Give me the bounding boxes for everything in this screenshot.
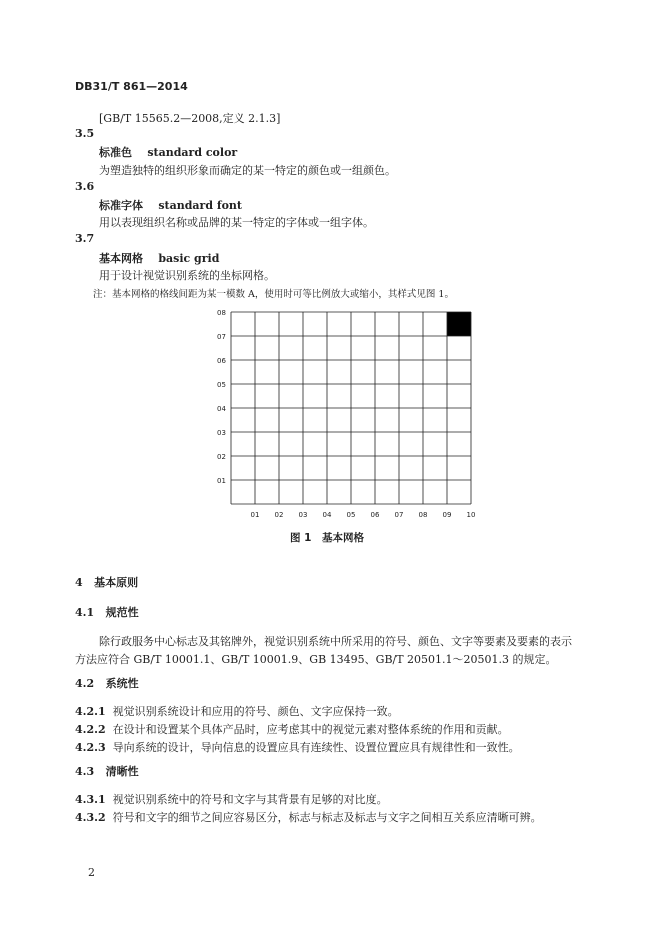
x-tick-label: 06 xyxy=(370,511,380,519)
y-tick-label: 05 xyxy=(217,381,226,389)
y-tick-label: 04 xyxy=(217,405,226,413)
filled-cell xyxy=(447,312,471,336)
section-heading xyxy=(75,574,138,590)
term-number: 3.5 xyxy=(75,127,95,140)
x-tick-label: 08 xyxy=(418,511,428,519)
clause-number: 4.2.2 xyxy=(75,723,106,736)
clause xyxy=(75,703,399,719)
y-tick-label: 01 xyxy=(217,477,226,485)
subsection-number: 4.3 xyxy=(75,765,95,778)
subsection-number: 4.1 xyxy=(75,606,95,619)
x-tick-label: 02 xyxy=(274,511,284,519)
y-tick-label: 03 xyxy=(217,429,226,437)
paragraph-line: 方法应符合 GB/T 10001.1、GB/T 10001.9、GB 13495、GB/T 20501.1～20501.3 的规定。 xyxy=(75,653,557,666)
term-definition: 用于设计视觉识别系统的坐标网格。 xyxy=(99,269,275,282)
x-tick-label: 07 xyxy=(394,511,404,519)
clause-number: 4.2.1 xyxy=(75,705,106,718)
page-number: 2 xyxy=(88,866,95,879)
section-title: 基本原则 xyxy=(94,576,139,589)
clause xyxy=(75,809,542,825)
y-tick-label: 08 xyxy=(217,309,226,317)
x-tick-label: 09 xyxy=(442,511,452,519)
clause xyxy=(75,739,520,755)
clause-text: 在设计和设置某个具体产品时，应考虑其中的视觉元素对整体系统的作用和贡献。 xyxy=(112,723,509,736)
clause xyxy=(75,791,388,807)
clause-number: 4.3.1 xyxy=(75,793,106,806)
x-tick-label: 10 xyxy=(466,511,476,519)
y-tick-label: 06 xyxy=(217,357,226,365)
term-title xyxy=(99,250,219,266)
clause-text: 视觉识别系统设计和应用的符号、颜色、文字应保持一致。 xyxy=(112,705,399,718)
y-tick-label: 07 xyxy=(217,333,226,341)
clause-text: 视觉识别系统中的符号和文字与其背景有足够的对比度。 xyxy=(112,793,388,806)
clause-number: 4.3.2 xyxy=(75,811,106,824)
subsection-heading xyxy=(75,675,139,691)
term-number: 3.6 xyxy=(75,180,95,193)
subsection-heading xyxy=(75,604,139,620)
doc-id: DB31/T 861—2014 xyxy=(75,80,188,93)
subsection-number: 4.2 xyxy=(75,677,95,690)
x-tick-label: 05 xyxy=(346,511,356,519)
term-zh: 标准色 xyxy=(99,146,132,159)
y-tick-label: 02 xyxy=(217,453,226,461)
clause-text: 导向系统的设计，导向信息的设置应具有连续性、设置位置应具有规律性和一致性。 xyxy=(112,741,520,754)
term-zh: 标准字体 xyxy=(99,199,143,212)
clause-text: 符号和文字的细节之间应容易区分，标志与标志及标志与文字之间相互关系应清晰可辨。 xyxy=(112,811,542,824)
x-tick-label: 01 xyxy=(250,511,260,519)
term-number: 3.7 xyxy=(75,232,95,245)
x-tick-label: 03 xyxy=(298,511,308,519)
subsection-title: 系统性 xyxy=(105,677,139,690)
section-number: 4 xyxy=(75,576,83,589)
basic-grid-figure xyxy=(216,309,476,519)
reference: [GB/T 15565.2—2008,定义 2.1.3] xyxy=(99,112,281,125)
term-definition: 用以表现组织名称或品牌的某一特定的字体或一组字体。 xyxy=(99,216,374,229)
term-title xyxy=(99,144,237,160)
term-en: basic grid xyxy=(158,252,220,265)
term-definition: 为塑造独特的组织形象而确定的某一特定的颜色或一组颜色。 xyxy=(99,164,396,177)
term-en: standard font xyxy=(158,199,243,212)
clause xyxy=(75,721,509,737)
term-title xyxy=(99,197,242,213)
clause-number: 4.2.3 xyxy=(75,741,106,754)
subsection-title: 规范性 xyxy=(105,606,139,619)
x-tick-label: 04 xyxy=(322,511,332,519)
term-en: standard color xyxy=(147,146,238,159)
figure-caption: 图 1 基本网格 xyxy=(290,532,364,544)
subsection-title: 清晰性 xyxy=(105,765,139,778)
paragraph-line: 除行政服务中心标志及其铭牌外，视觉识别系统中所采用的符号、颜色、文字等要素及要素的表示 xyxy=(99,635,572,648)
note: 注：基本网格的格线间距为某一模数 A，使用时可等比例放大或缩小，其样式见图 1。 xyxy=(93,289,454,300)
subsection-heading xyxy=(75,763,139,779)
term-zh: 基本网格 xyxy=(99,252,143,265)
